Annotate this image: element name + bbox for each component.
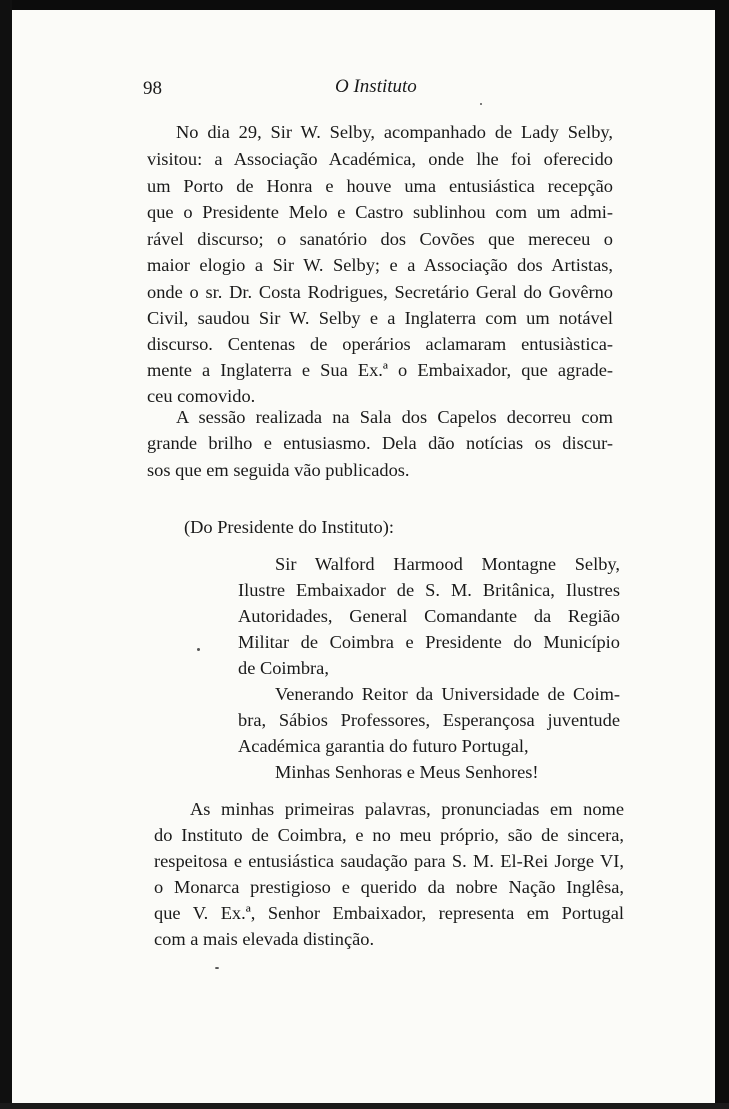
scan-speck bbox=[215, 967, 219, 969]
running-title: O Instituto bbox=[335, 76, 417, 97]
paragraph-1-line: ceu comovido. bbox=[147, 386, 256, 406]
paragraph-3-line: do Instituto de Coimbra, e no meu próprio, são de sincera, bbox=[154, 825, 624, 845]
paragraph-1-line: que o Presidente Melo e Castro sublinhou com um admi- bbox=[147, 202, 613, 222]
salutation-line: bra, Sábios Professores, Esperançosa juventude bbox=[238, 710, 620, 730]
paragraph-1-line: mente a Inglaterra e Sua Ex.ª o Embaixador, que agrade- bbox=[147, 360, 613, 380]
paragraph-1-line: Civil, saudou Sir W. Selby e a Inglaterra com um notável bbox=[147, 308, 613, 328]
salutation-line: Académica garantia do futuro Portugal, bbox=[238, 736, 529, 756]
paragraph-1-line: rável discurso; o sanatório dos Covões que mereceu o bbox=[147, 229, 613, 249]
paragraph-1-line: discurso. Centenas de operários aclamaram entusiàstica- bbox=[147, 334, 613, 354]
salutation-line: Militar de Coimbra e Presidente do Município bbox=[238, 632, 620, 652]
paragraph-3-line: com a mais elevada distinção. bbox=[154, 929, 375, 949]
salutation-line: Sir Walford Harmood Montagne Selby, bbox=[275, 554, 620, 574]
paragraph-1-line: onde o sr. Dr. Costa Rodrigues, Secretário Geral do Govêrno bbox=[147, 282, 613, 302]
paragraph-3-line: o Monarca prestigioso e querido da nobre Nação Inglêsa, bbox=[154, 877, 624, 897]
paragraph-3-line: respeitosa e entusiástica saudação para S. M. El-Rei Jorge VI, bbox=[154, 851, 624, 871]
paragraph-2-line: sos que em seguida vão publicados. bbox=[147, 460, 410, 480]
paragraph-1-line: No dia 29, Sir W. Selby, acompanhado de Lady Selby, bbox=[176, 122, 613, 142]
paragraph-1-line: um Porto de Honra e houve uma entusiástica recepção bbox=[147, 176, 613, 196]
salutation-line: Autoridades, General Comandante da Região bbox=[238, 606, 620, 626]
scan-border-top bbox=[0, 0, 729, 10]
salutation-line: Minhas Senhoras e Meus Senhores! bbox=[275, 762, 539, 782]
page-number: 98 bbox=[143, 78, 162, 99]
paragraph-2-line: A sessão realizada na Sala dos Capelos decorreu com bbox=[176, 407, 613, 427]
speech-source: (Do Presidente do Instituto): bbox=[184, 517, 394, 537]
scan-border-bottom bbox=[0, 1103, 729, 1109]
scan-border-right bbox=[715, 0, 729, 1109]
salutation-line: Venerando Reitor da Universidade de Coim- bbox=[275, 684, 620, 704]
salutation-line: Ilustre Embaixador de S. M. Britânica, Ilustres bbox=[238, 580, 620, 600]
paragraph-2-line: grande brilho e entusiasmo. Dela dão notícias os discur- bbox=[147, 433, 613, 453]
paragraph-3-line: que V. Ex.ª, Senhor Embaixador, representa em Portugal bbox=[154, 903, 624, 923]
scan-border-left bbox=[0, 0, 12, 1109]
scan-speck bbox=[480, 103, 482, 105]
salutation-line: de Coimbra, bbox=[238, 658, 329, 678]
paragraph-1-line: visitou: a Associação Académica, onde lhe foi oferecido bbox=[147, 149, 613, 169]
paragraph-3-line: As minhas primeiras palavras, pronunciadas em nome bbox=[190, 799, 624, 819]
scan-speck bbox=[197, 648, 200, 651]
paragraph-1-line: maior elogio a Sir W. Selby; e a Associação dos Artistas, bbox=[147, 255, 613, 275]
